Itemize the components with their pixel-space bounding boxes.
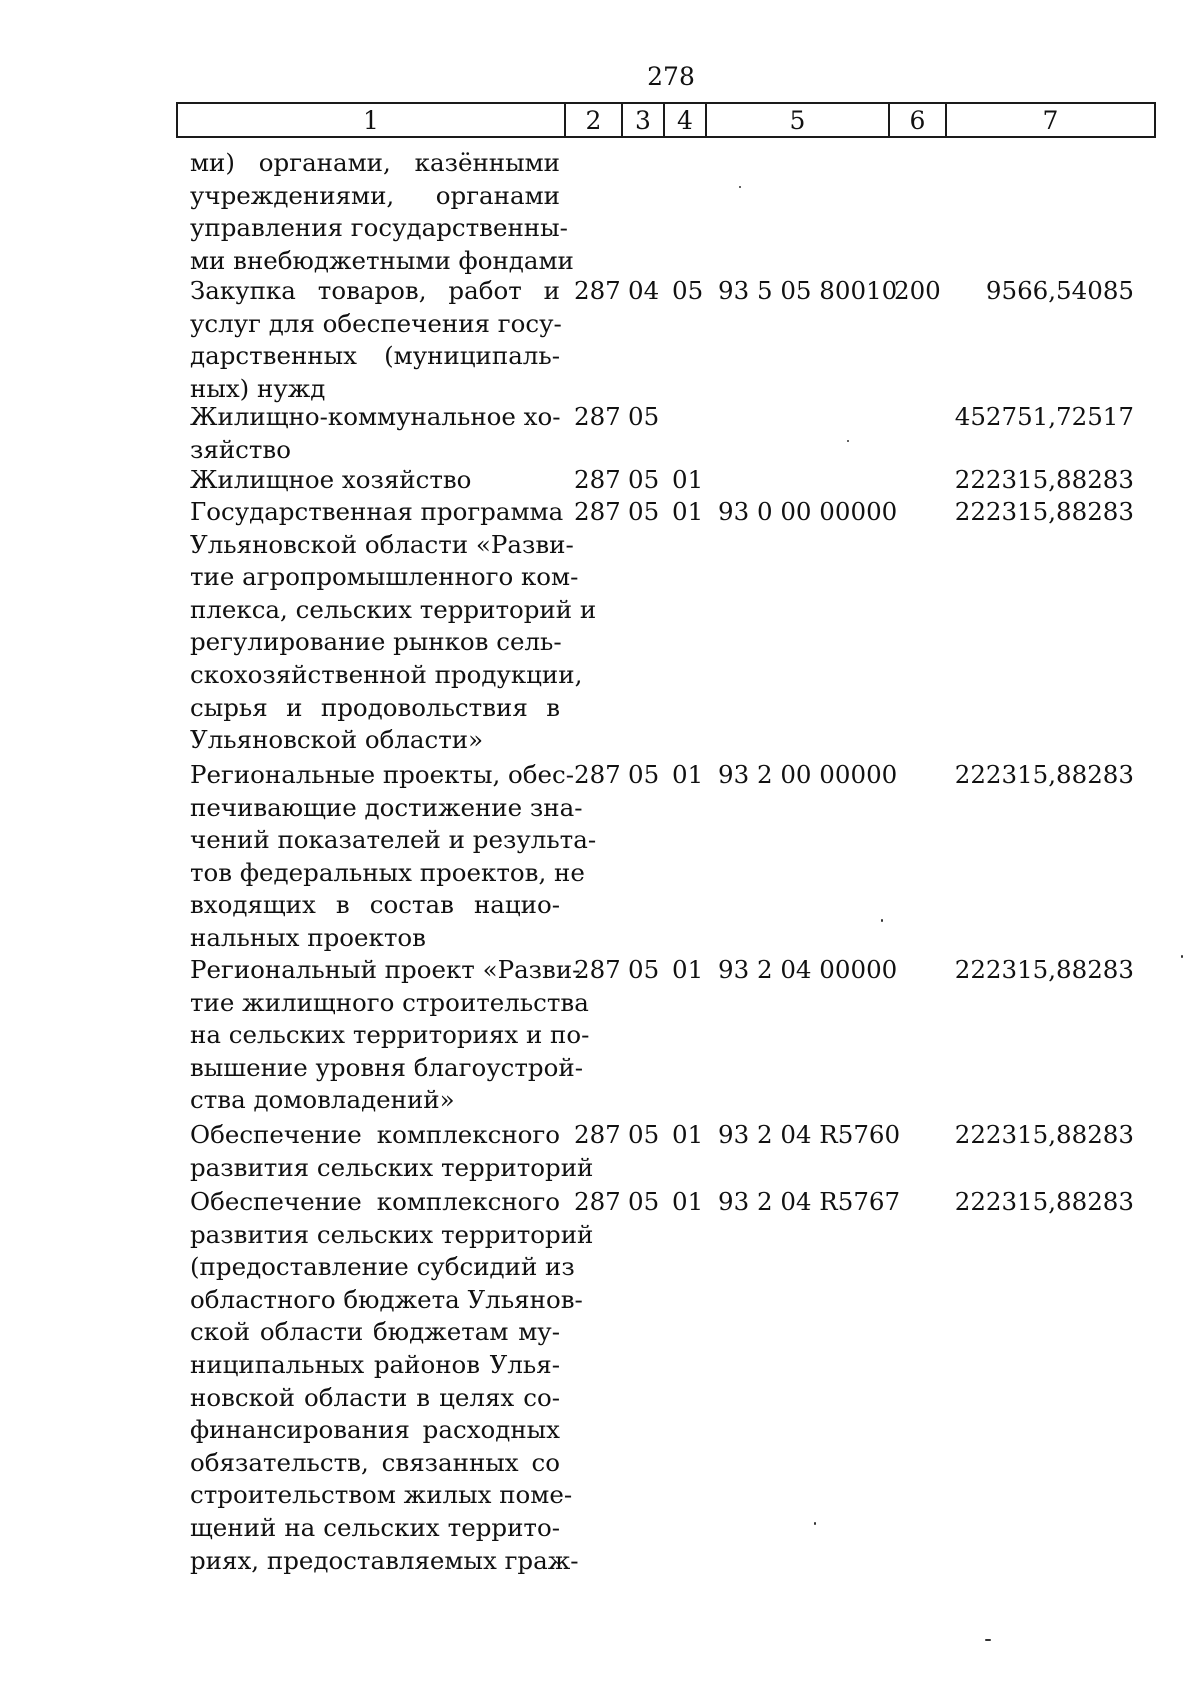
- chapter-code: 287: [574, 760, 621, 789]
- description-line: нальных проектов: [190, 922, 426, 952]
- chapter-code: 287: [574, 497, 621, 526]
- amount-value: 222315,88283: [954, 1120, 1134, 1149]
- header-col-4: 4: [663, 104, 705, 136]
- chapter-code: 287: [574, 465, 621, 494]
- amount-value: 452751,72517: [954, 402, 1134, 431]
- description-line: учреждениями, органами: [190, 180, 560, 210]
- description-line: развития сельских территорий: [190, 1219, 594, 1249]
- description-line: управления государственны-: [190, 213, 568, 243]
- section-code: 04: [628, 276, 660, 305]
- description-line: дарственных (муниципаль-: [190, 341, 560, 371]
- target-article-code: 93 0 00 00000: [718, 497, 898, 526]
- row-description: [190, 1186, 594, 1577]
- scan-speck: [985, 1639, 991, 1641]
- row-description: [190, 954, 590, 1117]
- description-line: печивающие достижение зна-: [190, 792, 583, 822]
- row-description: [190, 464, 560, 497]
- description-line: развития сельских территорий: [190, 1152, 594, 1182]
- description-line: ниципальных районов Улья-: [190, 1349, 560, 1379]
- subsection-code: 01: [672, 955, 704, 984]
- table-header: [176, 102, 1156, 138]
- description-line: Обеспечение комплексного: [190, 1187, 560, 1216]
- description-line: входящих в состав нацио-: [190, 890, 560, 920]
- row-description: [190, 496, 597, 757]
- description-line: ных) нужд: [190, 373, 326, 403]
- expense-type-code: 200: [894, 276, 941, 305]
- description-line: регулирование рынков сель-: [190, 627, 562, 657]
- section-code: 05: [628, 1120, 660, 1149]
- page-number: 278: [647, 62, 695, 91]
- header-col-1: 1: [363, 106, 379, 135]
- description-line: скохозяйственной продукции,: [190, 659, 583, 689]
- amount-value: 222315,88283: [954, 1187, 1134, 1216]
- description-line: риях, предоставляемых граж-: [190, 1545, 579, 1575]
- description-line: обязательств, связанных со: [190, 1447, 560, 1477]
- amount-value: 222315,88283: [954, 760, 1134, 789]
- header-col-7: 7: [945, 104, 1154, 136]
- section-code: 05: [628, 760, 660, 789]
- subsection-code: 01: [672, 1120, 704, 1149]
- description-line: Государственная программа: [190, 497, 564, 526]
- header-col-3: 3: [621, 104, 663, 136]
- target-article-code: 93 2 04 00000: [718, 955, 898, 984]
- description-line: Жилищное хозяйство: [190, 465, 472, 494]
- description-line: Региональные проекты, обес-: [190, 760, 575, 789]
- chapter-code: 287: [574, 1187, 621, 1216]
- section-code: 05: [628, 955, 660, 984]
- description-line: ства домовладений»: [190, 1085, 455, 1115]
- row-description: [190, 275, 560, 405]
- section-code: 05: [628, 465, 660, 494]
- description-line: услуг для обеспечения госу-: [190, 308, 562, 338]
- description-line: щений на сельских террито-: [190, 1512, 560, 1542]
- description-line: Жилищно-коммунальное хо-: [190, 402, 561, 431]
- description-line: финансирования расходных: [190, 1415, 560, 1445]
- scan-speck: [739, 186, 741, 188]
- description-line: Обеспечение комплексного: [190, 1120, 560, 1149]
- scan-speck: [881, 919, 883, 922]
- amount-value: 9566,54085: [985, 276, 1134, 305]
- description-line: ми) органами, казёнными: [190, 148, 560, 177]
- row-description: [190, 759, 597, 955]
- description-line: ми внебюджетными фондами: [190, 245, 574, 275]
- description-line: Региональный проект «Разви-: [190, 955, 581, 984]
- description-line: Ульяновской области «Разви-: [190, 529, 574, 559]
- row-description: [190, 147, 574, 277]
- scan-speck: [1181, 955, 1183, 958]
- target-article-code: 93 2 04 R5760: [718, 1120, 901, 1149]
- amount-value: 222315,88283: [954, 465, 1134, 494]
- description-line: Ульяновской области»: [190, 725, 484, 755]
- description-line: строительством жилых поме-: [190, 1480, 573, 1510]
- header-col-5: 5: [705, 104, 888, 136]
- description-line: зяйство: [190, 434, 291, 464]
- section-code: 05: [628, 402, 660, 431]
- chapter-code: 287: [574, 1120, 621, 1149]
- subsection-code: 01: [672, 465, 704, 494]
- description-line: чений показателей и результа-: [190, 825, 597, 855]
- description-line: тие агропромышленного ком-: [190, 562, 579, 592]
- description-line: на сельских территориях и по-: [190, 1020, 590, 1050]
- section-code: 05: [628, 497, 660, 526]
- subsection-code: 01: [672, 760, 704, 789]
- row-description: [190, 1119, 594, 1184]
- chapter-code: 287: [574, 402, 621, 431]
- description-line: тие жилищного строительства: [190, 987, 589, 1017]
- description-line: областного бюджета Ульянов-: [190, 1284, 583, 1314]
- description-line: тов федеральных проектов, не: [190, 857, 585, 887]
- description-line: Закупка товаров, работ и: [190, 276, 560, 305]
- chapter-code: 287: [574, 955, 621, 984]
- description-line: сырья и продовольствия в: [190, 692, 560, 722]
- amount-value: 222315,88283: [954, 955, 1134, 984]
- description-line: плекса, сельских территорий и: [190, 594, 597, 624]
- section-code: 05: [628, 1187, 660, 1216]
- header-col-6: 6: [888, 104, 945, 136]
- header-col-2: 2: [564, 104, 621, 136]
- scan-speck: [814, 1522, 816, 1525]
- chapter-code: 287: [574, 276, 621, 305]
- subsection-code: 01: [672, 497, 704, 526]
- row-description: [190, 401, 560, 466]
- target-article-code: 93 2 00 00000: [718, 760, 898, 789]
- description-line: вышение уровня благоустрой-: [190, 1052, 583, 1082]
- description-line: новской области в целях со-: [190, 1382, 560, 1412]
- description-line: (предоставление субсидий из: [190, 1252, 575, 1282]
- amount-value: 222315,88283: [954, 497, 1134, 526]
- subsection-code: 01: [672, 1187, 704, 1216]
- scan-speck: [847, 440, 849, 442]
- description-line: ской области бюджетам му-: [190, 1317, 560, 1347]
- target-article-code: 93 5 05 80010: [718, 276, 898, 305]
- target-article-code: 93 2 04 R5767: [718, 1187, 901, 1216]
- subsection-code: 05: [672, 276, 704, 305]
